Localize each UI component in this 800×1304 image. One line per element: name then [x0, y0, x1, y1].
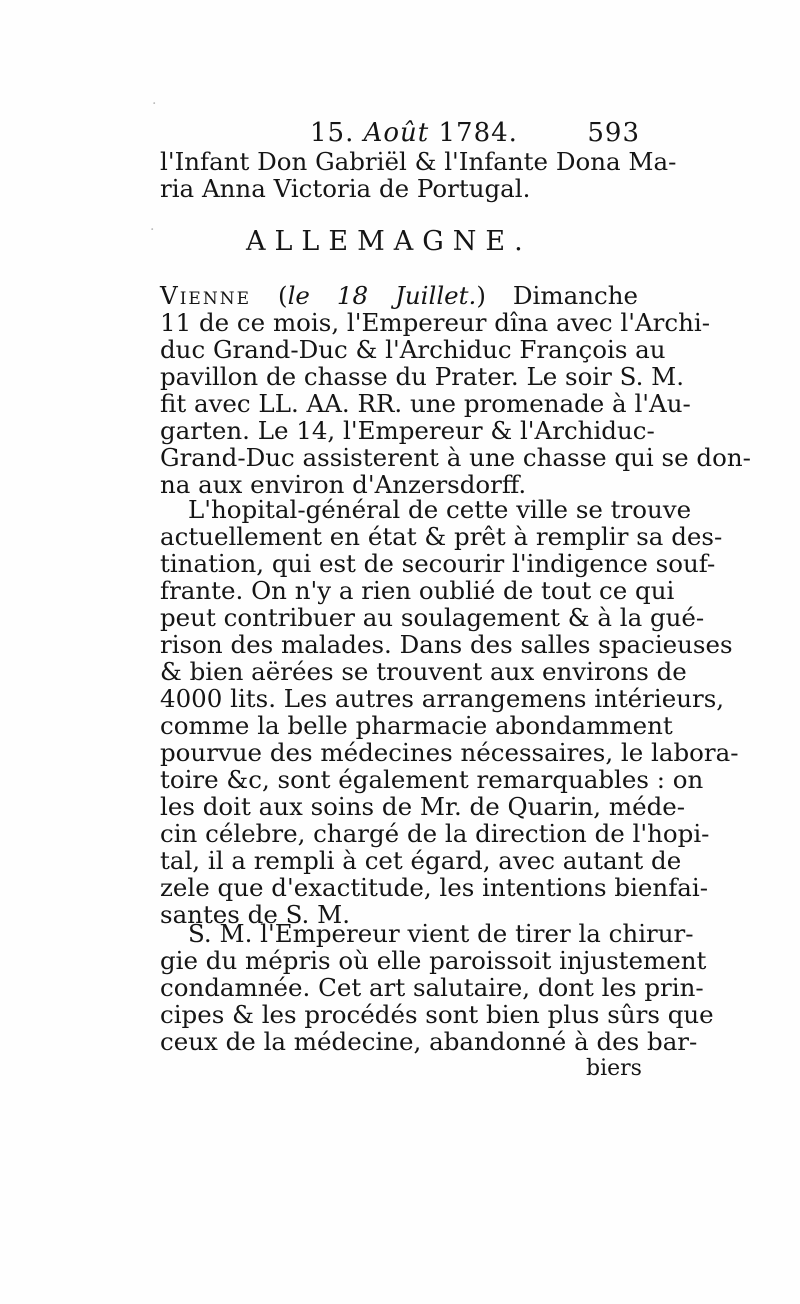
- text-line: peut contribuer au soulagement & à la gué-: [160, 603, 705, 632]
- text-line: & bien aërées se trouvent aux environs de: [160, 657, 687, 686]
- page-number: 593: [587, 118, 640, 148]
- text-line: duc Grand-Duc & l'Archiduc François au: [160, 335, 666, 364]
- dateline-rest: Dimanche: [512, 281, 639, 310]
- header-date: [310, 118, 518, 148]
- text-line: les doit aux soins de Mr. de Quarin, méde-: [160, 792, 686, 821]
- text-line: actuellement en état & prêt à remplir sa des-: [160, 522, 723, 551]
- dateline-open: (: [278, 281, 288, 310]
- text-line: frante. On n'y a rien oublié de tout ce qui: [160, 576, 675, 605]
- header-month: Août: [363, 118, 430, 148]
- text-line: toire &c, sont également remarquables : on: [160, 765, 704, 794]
- opening-text: [160, 147, 677, 203]
- header-day: 15.: [310, 118, 355, 148]
- text-line: 11 de ce mois, l'Empereur dîna avec l'Archi-: [160, 308, 711, 337]
- dateline-date: le 18 Juillet.: [287, 281, 477, 310]
- paragraph-1: [160, 281, 751, 499]
- text-line: tination, qui est de secourir l'indigence souf-: [160, 549, 716, 578]
- text-line: pourvue des médecines nécessaires, le labora-: [160, 738, 739, 767]
- dateline-place: Vienne: [160, 281, 251, 310]
- dateline-close: ): [476, 281, 486, 310]
- text-line: cin célebre, chargé de la direction de l'hopi-: [160, 819, 710, 848]
- text-line: cipes & les procédés sont bien plus sûrs que: [160, 1000, 714, 1029]
- catchword: biers: [586, 1056, 642, 1081]
- text-line: santes de S. M.: [160, 900, 350, 929]
- paragraph-3: [160, 919, 714, 1056]
- text-line: ceux de la médecine, abandonné à des bar-: [160, 1027, 698, 1056]
- text-line: Grand-Duc assisterent à une chasse qui se don-: [160, 443, 751, 472]
- text-line: S. M. l'Empereur vient de tirer la chirur-: [188, 919, 694, 948]
- dateline: [160, 282, 638, 309]
- margin-mark: ·: [152, 96, 157, 112]
- section-heading: ALLEMAGNE.: [246, 226, 532, 257]
- text-line: L'hopital-général de cette ville se trouve: [188, 495, 692, 524]
- text-line: l'Infant Don Gabriël & l'Infante Dona Ma-: [160, 147, 677, 176]
- text-line: comme la belle pharmacie abondamment: [160, 711, 673, 740]
- text-line: ria Anna Victoria de Portugal.: [160, 174, 531, 203]
- text-line: 4000 lits. Les autres arrangemens intérieurs,: [160, 684, 725, 713]
- header-year: 1784.: [438, 118, 518, 148]
- text-line: na aux environ d'Anzersdorff.: [160, 470, 527, 499]
- text-line: zele que d'exactitude, les intentions bienfai-: [160, 873, 708, 902]
- text-line: gie du mépris où elle paroissoit injustement: [160, 946, 707, 975]
- text-line: pavillon de chasse du Prater. Le soir S. M.: [160, 362, 685, 391]
- text-line: rison des malades. Dans des salles spacieuses: [160, 630, 733, 659]
- margin-mark: ·: [150, 222, 155, 238]
- text-line: condamnée. Cet art salutaire, dont les prin-: [160, 973, 704, 1002]
- text-line: fit avec LL. AA. RR. une promenade à l'Au-: [160, 389, 691, 418]
- paragraph-2: [160, 495, 739, 929]
- text-line: garten. Le 14, l'Empereur & l'Archiduc-: [160, 416, 655, 445]
- text-line: tal, il a rempli à cet égard, avec autant de: [160, 846, 682, 875]
